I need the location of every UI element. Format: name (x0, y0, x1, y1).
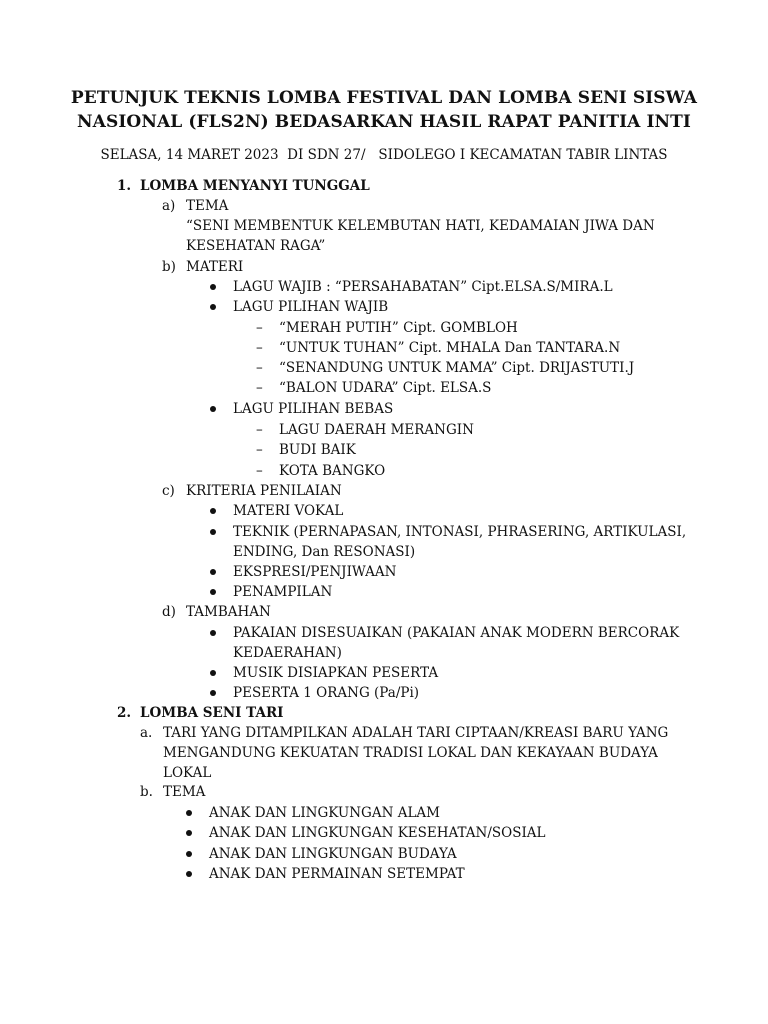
bullet-icon (210, 284, 216, 290)
section-2-number: 2. (117, 705, 132, 721)
section-1-heading: LOMBA MENYANYI TUNGGAL (140, 178, 370, 194)
section-1-number: 1. (117, 178, 132, 194)
section-1b-marker: b) (162, 259, 176, 275)
document-title-line-1: PETUNJUK TEKNIS LOMBA FESTIVAL DAN LOMBA SENI SISWA (70, 88, 698, 108)
lagu-pilihan-wajib-item: “MERAH PUTIH” Cipt. GOMBLOH (279, 320, 518, 336)
section-1c-label: KRITERIA PENILAIAN (186, 483, 342, 499)
bullet-icon (210, 690, 216, 696)
document-title-line-2: NASIONAL (FLS2N) BEDASARKAN HASIL RAPAT PANITIA INTI (77, 112, 691, 132)
tambahan-item-line-1: PAKAIAN DISESUAIKAN (PAKAIAN ANAK MODERN BERCORAK (233, 625, 680, 641)
dash-icon: – (256, 463, 263, 479)
dash-icon: – (256, 422, 263, 438)
document-subtitle: SELASA, 14 MARET 2023 DI SDN 27/ SIDOLEGO I KECAMATAN TABIR LINTAS (100, 147, 668, 163)
section-1a-text-line-1: “SENI MEMBENTUK KELEMBUTAN HATI, KEDAMAIAN JIWA DAN (186, 218, 655, 234)
dash-icon: – (256, 340, 263, 356)
bullet-icon (210, 406, 216, 412)
tambahan-item: MUSIK DISIAPKAN PESERTA (233, 665, 439, 681)
section-2a-line-3: LOKAL (163, 765, 212, 781)
dash-icon: – (256, 380, 263, 396)
section-2b-marker: b. (140, 784, 153, 800)
lagu-pilihan-wajib-item: “UNTUK TUHAN” Cipt. MHALA Dan TANTARA.N (279, 340, 621, 356)
kriteria-item-line-1: TEKNIK (PERNAPASAN, INTONASI, PHRASERING, ARTIKULASI, (233, 524, 687, 540)
kriteria-item-line-2: ENDING, Dan RESONASI) (233, 544, 416, 560)
tema-tari-item: ANAK DAN PERMAINAN SETEMPAT (209, 866, 465, 882)
bullet-icon (210, 670, 216, 676)
tema-tari-item: ANAK DAN LINGKUNGAN BUDAYA (209, 846, 457, 862)
section-1a-marker: a) (162, 198, 176, 214)
dash-icon: – (256, 320, 263, 336)
tema-tari-item: ANAK DAN LINGKUNGAN KESEHATAN/SOSIAL (209, 825, 546, 841)
bullet-icon (210, 304, 216, 310)
lagu-pilihan-wajib-item: “BALON UDARA” Cipt. ELSA.S (279, 380, 492, 396)
section-1b-label: MATERI (186, 259, 244, 275)
section-2a-marker: a. (140, 725, 153, 741)
bullet-icon (210, 529, 216, 535)
bullet-icon (210, 589, 216, 595)
kriteria-item: PENAMPILAN (233, 584, 333, 600)
bullet-icon (186, 830, 192, 836)
tema-tari-item: ANAK DAN LINGKUNGAN ALAM (209, 805, 440, 821)
bullet-icon (186, 810, 192, 816)
section-1a-label: TEMA (186, 198, 229, 214)
lagu-pilihan-wajib-item: “SENANDUNG UNTUK MAMA” Cipt. DRIJASTUTI.J (279, 360, 635, 376)
section-1d-marker: d) (162, 604, 176, 620)
section-1d-label: TAMBAHAN (186, 604, 271, 620)
lagu-pilihan-wajib-heading: LAGU PILIHAN WAJIB (233, 299, 389, 315)
bullet-icon (210, 569, 216, 575)
kriteria-item: MATERI VOKAL (233, 503, 344, 519)
lagu-pilihan-bebas-item: KOTA BANGKO (279, 463, 386, 479)
lagu-pilihan-bebas-item: LAGU DAERAH MERANGIN (279, 422, 474, 438)
section-2b-label: TEMA (163, 784, 206, 800)
bullet-icon (186, 871, 192, 877)
section-1c-marker: c) (162, 483, 175, 499)
section-1a-text-line-2: KESEHATAN RAGA” (186, 238, 326, 254)
lagu-pilihan-bebas-heading: LAGU PILIHAN BEBAS (233, 401, 394, 417)
bullet-icon (186, 851, 192, 857)
section-2a-line-1: TARI YANG DITAMPILKAN ADALAH TARI CIPTAAN/KREASI BARU YANG (163, 725, 669, 741)
bullet-icon (210, 630, 216, 636)
lagu-wajib: LAGU WAJIB : “PERSAHABATAN” Cipt.ELSA.S/MIRA.L (233, 279, 613, 295)
section-2a-line-2: MENGANDUNG KEKUATAN TRADISI LOKAL DAN KEKAYAAN BUDAYA (163, 745, 658, 761)
kriteria-item: EKSPRESI/PENJIWAAN (233, 564, 397, 580)
tambahan-item: PESERTA 1 ORANG (Pa/Pi) (233, 685, 420, 701)
bullet-icon (210, 508, 216, 514)
dash-icon: – (256, 360, 263, 376)
lagu-pilihan-bebas-item: BUDI BAIK (279, 442, 356, 458)
dash-icon: – (256, 442, 263, 458)
tambahan-item-line-2: KEDAERAHAN) (233, 645, 342, 661)
section-2-heading: LOMBA SENI TARI (140, 705, 284, 721)
